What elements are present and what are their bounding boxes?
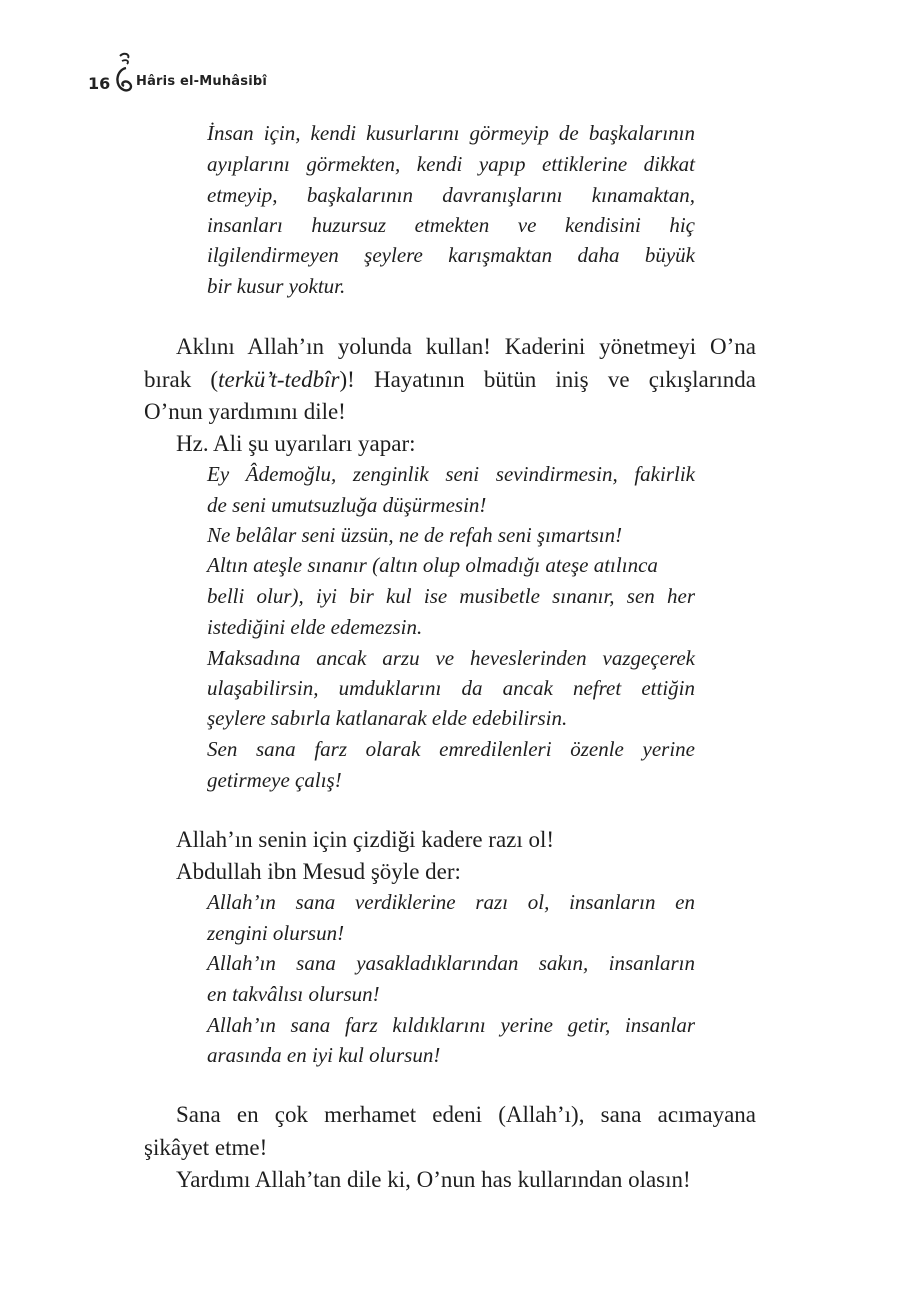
paragraph-4: Abdullah ibn Mesud şöyle der: <box>176 859 461 884</box>
quote-line: İnsan için, kendi kusurlarını görmeyip de başkalarının <box>207 121 695 145</box>
quote-line: şeylere sabırla katlanarak elde edebilirsin. <box>207 706 568 730</box>
paragraph-line: şikâyet etme! <box>144 1135 268 1160</box>
quote-line: Allah’ın sana yasakladıklarından sakın, insanların <box>207 951 695 975</box>
quote-line: getirmeye çalış! <box>207 768 342 792</box>
quote-line: Allah’ın sana verdiklerine razı ol, insanların en <box>207 890 695 914</box>
quote-line: ilgilendirmeyen şeylere karışmaktan daha büyük <box>207 243 695 267</box>
quote-line: de seni umutsuzluğa düşürmesin! <box>207 493 487 517</box>
quote-line: etmeyip, başkalarının davranışlarını kınamaktan, <box>207 183 695 207</box>
quote-line: bir kusur yoktur. <box>207 274 346 298</box>
quote-line: Allah’ın sana farz kıldıklarını yerine getir, insanlar <box>207 1013 695 1037</box>
calligraphic-ornament-icon <box>112 52 138 96</box>
quote-line: en takvâlısı olursun! <box>207 982 380 1006</box>
quote-line: istediğini elde edemezsin. <box>207 615 423 639</box>
quote-line: belli olur), iyi bir kul ise musibetle sınanır, sen her <box>207 584 695 608</box>
paragraph-line <box>144 364 756 396</box>
paragraph-line: Sana en çok merhamet edeni (Allah’ı), sana acımayana <box>176 1102 756 1127</box>
page-number: 16 <box>88 74 111 93</box>
arabic-term: terkü’t-tedbîr <box>218 367 340 392</box>
paragraph-text: bırak ( <box>144 367 219 392</box>
quote-line: insanları huzursuz etmekten ve kendisini hiç <box>207 213 695 237</box>
quote-line: Ne belâlar seni üzsün, ne de refah seni şımartsın! <box>207 523 623 547</box>
quote-line: Altın ateşle sınanır (altın olup olmadığı ateşe atılınca <box>207 553 658 577</box>
paragraph-text: )! Hayatının bütün iniş ve çıkışlarında <box>339 367 756 392</box>
quote-line: ayıplarını görmekten, kendi yapıp ettiklerine dikkat <box>207 152 695 176</box>
running-title: Hâris el-Muhâsibî <box>136 74 268 89</box>
paragraph-line: Aklını Allah’ın yolunda kullan! Kaderini yönetmeyi O’na <box>176 334 756 359</box>
quote-line: arasında en iyi kul olursun! <box>207 1043 441 1067</box>
paragraph-6: Yardımı Allah’tan dile ki, O’nun has kullarından olasın! <box>176 1167 691 1192</box>
quote-line: zengini olursun! <box>207 921 345 945</box>
paragraph-3: Allah’ın senin için çizdiği kadere razı ol! <box>176 827 555 852</box>
paragraph-line: O’nun yardımını dile! <box>144 399 346 424</box>
paragraph-2: Hz. Ali şu uyarıları yapar: <box>176 431 416 456</box>
quote-line: Sen sana farz olarak emredilenleri özenle yerine <box>207 737 695 761</box>
quote-line: Maksadına ancak arzu ve heveslerinden vazgeçerek <box>207 646 695 670</box>
quote-line: Ey Âdemoğlu, zenginlik seni sevindirmesin, fakirlik <box>207 462 695 486</box>
quote-line: ulaşabilirsin, umduklarını da ancak nefret ettiğin <box>207 676 695 700</box>
